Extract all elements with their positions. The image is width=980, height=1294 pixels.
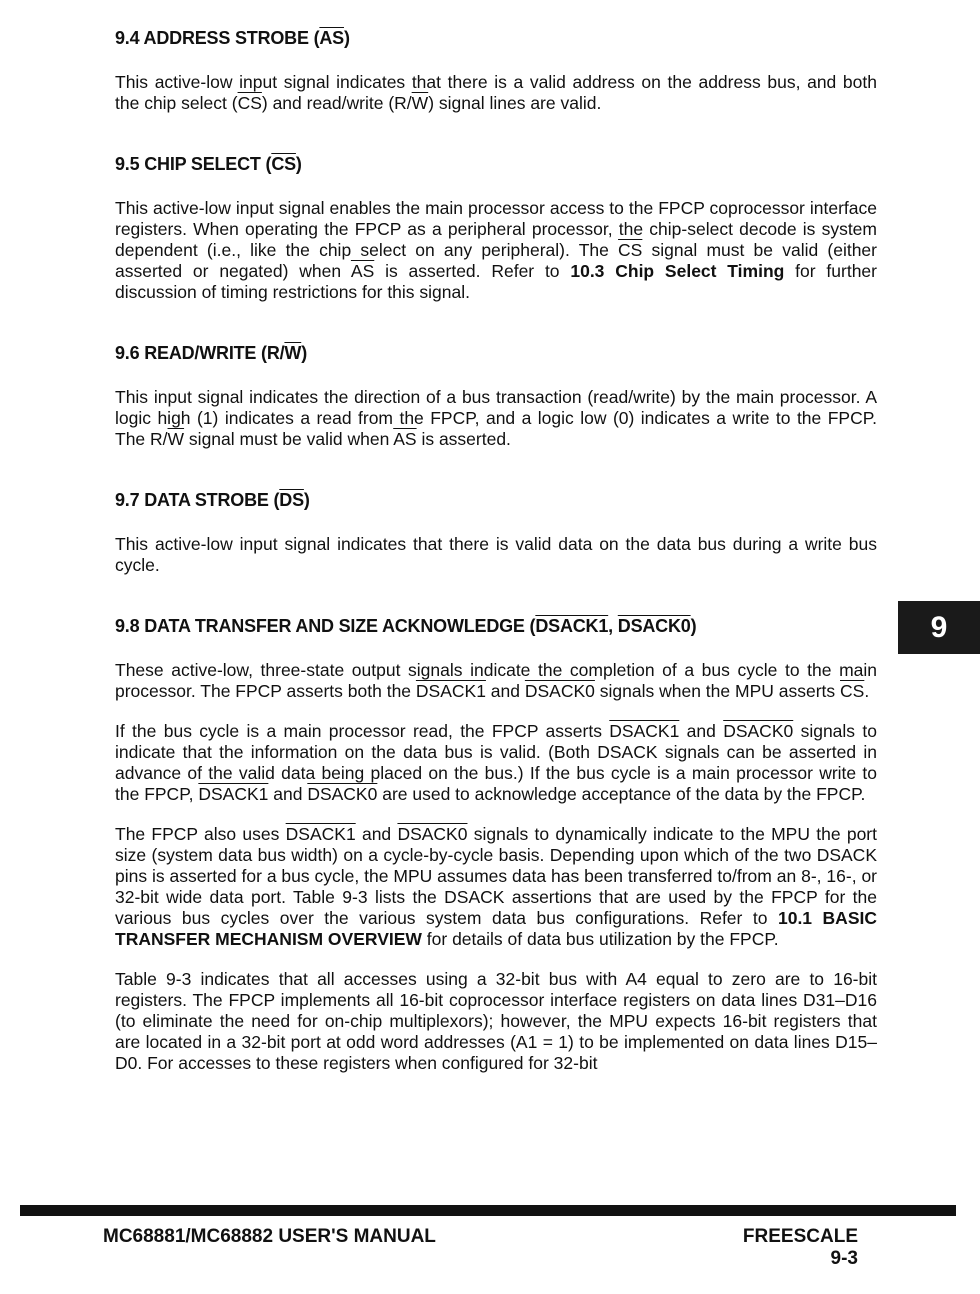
paragraph: This active-low input signal indicates that there is valid data on the data bus during a write bus cycle. [115,534,877,575]
section-9-7 [115,488,877,576]
cross-reference: 10.3 Chip Select Timing [570,261,785,281]
paragraph: This active-low input signal enables the main processor access to the FPCP coprocessor interface registers. When operating the FPCP as a peripheral processor, the chip-select decode is system dependent (i.e., like the chip select on any peripheral). The $\overline{CS}$ signal must be valid (either asserted or negated) when $\overline{AS}$ is asserted. Refer to 10.3 Chip Select Timing for further discussion of timing restrictions for this signal. [115,198,877,302]
section-9-4 [115,26,877,114]
section-heading: 9.4 ADDRESS STROBE $(\overline{AS})$ [115,28,350,48]
section-9-5 [115,152,877,303]
footer-page-number: 9-3 [830,1248,858,1269]
footer-company: FREESCALE [742,1226,858,1247]
page-content [115,26,877,1074]
section-heading: 9.7 DATA STROBE $(\overline{DS})$ [115,490,310,510]
paragraph: This input signal indicates the direction of a bus transaction (read/write) by the main processor. A logic high (1) indicates a read from the FPCP, and a logic low (0) indicates a write to the FPCP. The $R/\overline{W}$ signal must be valid when $\overline{AS}$ is asserted. [115,387,877,449]
paragraph: The FPCP also uses DSACK1 and DSACK0 signals to dynamically indicate to the MPU the port size (system data bus width) on a cycle-by-cycle basis. Depending upon which of the two DSACK pins is asserted for a bus cycle, the MPU assumes data has been transferred to/from an 8-, 16-, or 32-bit wide data port. Table 9-3 lists the DSACK assertions that are used by the FPCP for the various bus cycles over the various system data bus configurations. Refer to 10.1 BASIC TRANSFER MECHANISM OVERVIEW for details of data bus utilization by the FPCP. [115,824,877,949]
section-heading: 9.5 CHIP SELECT $(\overline{CS})$ [115,154,302,174]
chapter-tab: 9 [898,601,980,654]
section-9-6 [115,341,877,450]
footer-rule [20,1205,956,1216]
paragraph: Table 9-3 indicates that all accesses using a 32-bit bus with A4 equal to zero are to 16-bit registers. The FPCP implements all 16-bit coprocessor interface registers on data lines D31–D16 (to eliminate the need for on-chip multiplexors); however, the MPU expects 16-bit registers that are located in a 32-bit port at odd word addresses (A1 = 1) to be implemented on data lines D15–D0. For accesses to these registers when configured for 32-bit [115,969,877,1073]
cross-reference: 10.1 BASIC TRANSFER MECHANISM OVERVIEW [115,908,877,949]
paragraph: These active-low, three-state output signals indicate the completion of a bus cycle to the main processor. The FPCP asserts both the DSACK1 and DSACK0 signals when the MPU asserts $\overline{CS}$. [115,660,877,701]
footer-right [743,1226,858,1270]
section-heading: 9.8 DATA TRANSFER AND SIZE ACKNOWLEDGE (DSACK1, DSACK0) [115,616,697,636]
section-heading: 9.6 READ/WRITE $(R/\overline{W})$ [115,343,308,363]
paragraph: If the bus cycle is a main processor read, the FPCP asserts DSACK1 and DSACK0 signals to indicate that the information on the data bus is valid. (Both DSACK signals can be asserted in advance of the valid data being placed on the bus.) If the bus cycle is a main processor write to the FPCP, DSACK1 and DSACK0 are used to acknowledge acceptance of the data by the FPCP. [115,721,877,804]
section-9-8 [115,614,877,1074]
footer-manual-title: MC68881/MC68882 USER'S MANUAL [103,1226,436,1247]
paragraph: This active-low input signal indicates that there is a valid address on the address bus, and both the chip select $(\overline{CS})$ and read/write $(R/\overline{W})$ signal lines are valid. [115,72,877,113]
